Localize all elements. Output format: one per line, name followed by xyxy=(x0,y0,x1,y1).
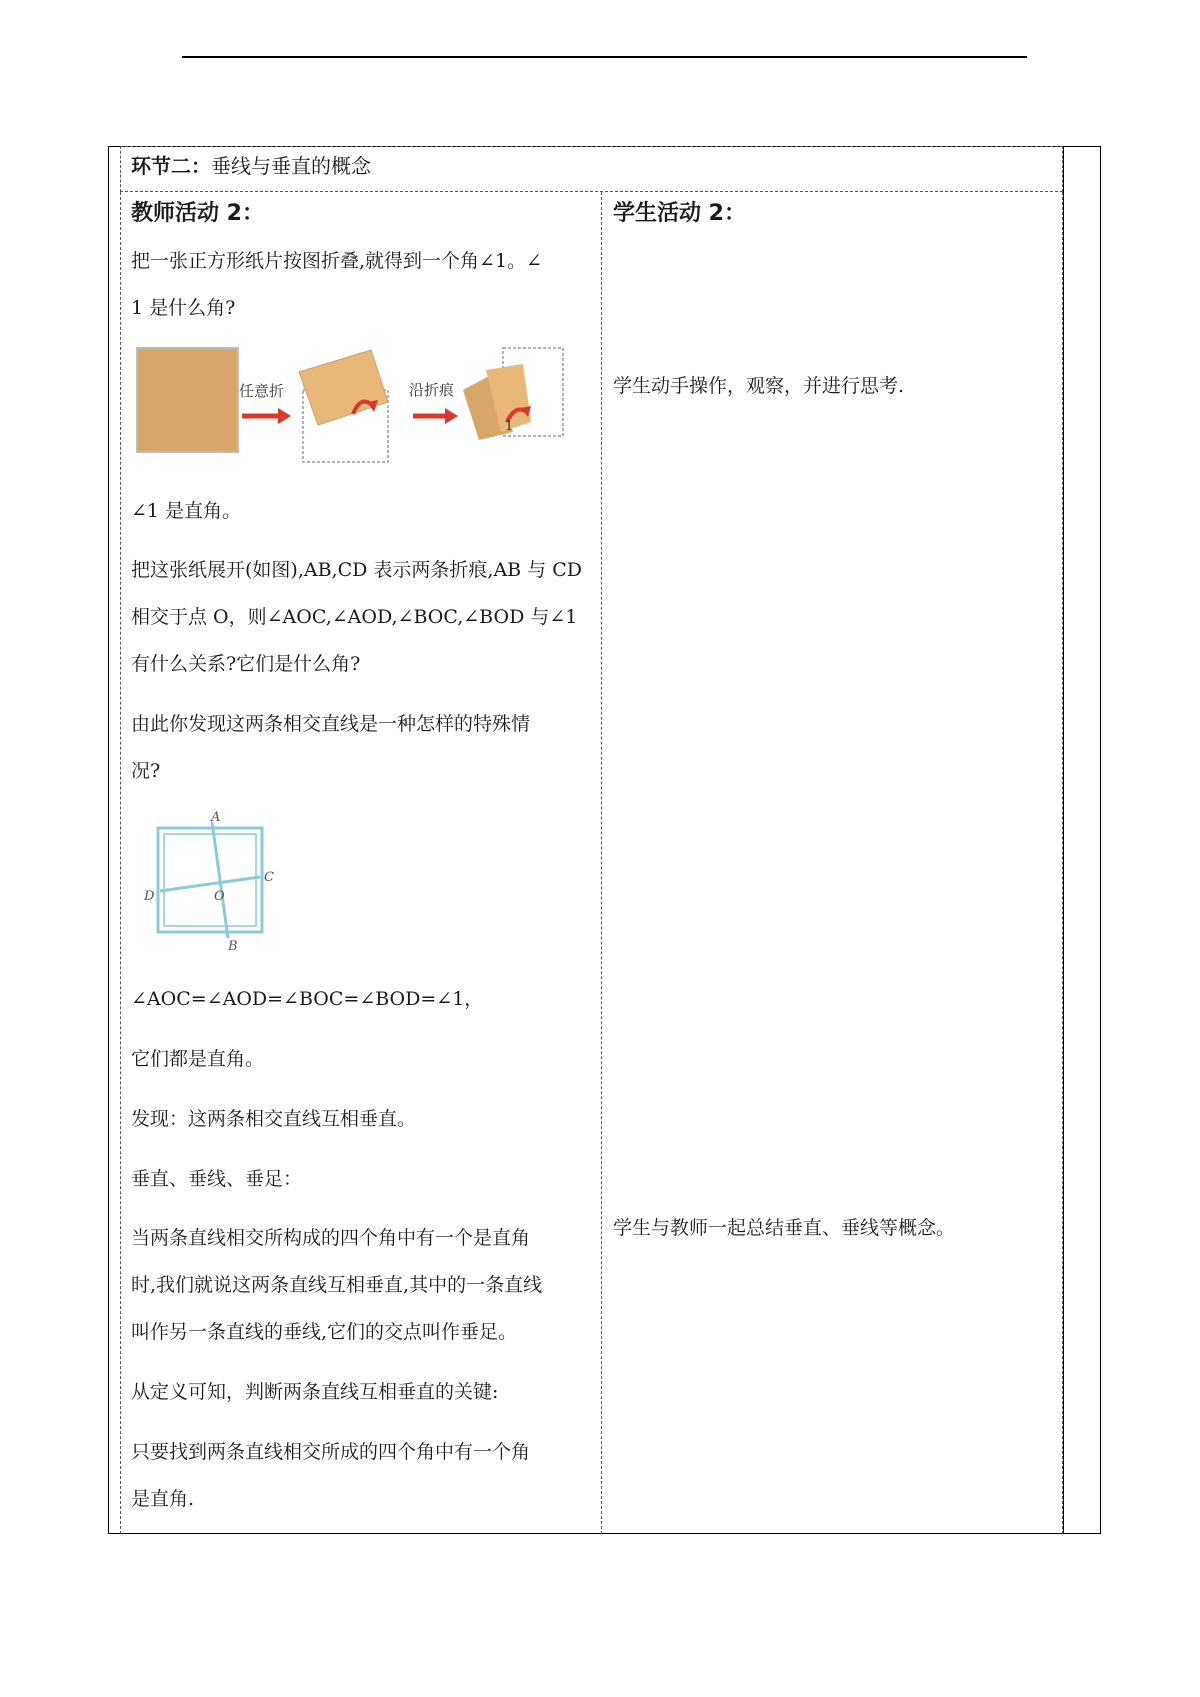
folded-paper xyxy=(299,350,388,425)
answer-2: 它们都是直角。 xyxy=(131,1048,265,1070)
answer-1: ∠1 是直角。 xyxy=(131,500,242,522)
student-activity-2: 学生与教师一起总结垂直、垂线等概念。 xyxy=(613,1217,956,1239)
question-2-line-3: 有什么关系?它们是什么角? xyxy=(131,653,361,675)
definition-line-3: 叫作另一条直线的垂线,它们的交点叫作垂足。 xyxy=(131,1321,518,1343)
point-b-label: B xyxy=(228,939,238,953)
teacher-heading: 教师活动 2： xyxy=(131,201,264,226)
question-3-line-1: 由此你发现这两条相交直线是一种怎样的特殊情 xyxy=(131,713,531,735)
point-c-label: C xyxy=(264,870,274,885)
definition-line-1: 当两条直线相交所构成的四个角中有一个是直角 xyxy=(131,1227,531,1249)
section-label: 环节二： xyxy=(131,154,211,178)
key-point-2-line-2: 是直角. xyxy=(131,1488,195,1510)
student-heading: 学生活动 2： xyxy=(613,201,746,226)
key-point: 从定义可知，判断两条直线互相垂直的关键: xyxy=(131,1381,499,1403)
section-name: 垂线与垂直的概念 xyxy=(211,154,371,178)
discovery: 发现：这两条相交直线互相垂直。 xyxy=(131,1108,417,1130)
terms-heading: 垂直、垂线、垂足： xyxy=(131,1168,303,1190)
student-activity-1: 学生动手操作，观察，并进行思考. xyxy=(613,375,905,397)
question-1-line-1: 把一张正方形纸片按图折叠,就得到一个角∠1。∠ xyxy=(131,250,542,272)
fold-label-any: 任意折 xyxy=(239,382,285,400)
angle-1-label: 1 xyxy=(505,419,514,434)
section-title xyxy=(131,150,371,179)
arrow-1-head xyxy=(278,408,291,424)
square-paper xyxy=(137,348,238,452)
header-rule xyxy=(182,56,1027,58)
definition-line-2: 时,我们就说这两条直线互相垂直,其中的一条直线 xyxy=(131,1274,543,1296)
crease-cd xyxy=(160,877,260,891)
equation: ∠AOC=∠AOD=∠BOC=∠BOD=∠1， xyxy=(131,988,484,1010)
question-2-line-1: 把这张纸展开(如图),AB,CD 表示两条折痕,AB 与 CD xyxy=(131,559,582,581)
key-point-2-line-1: 只要找到两条直线相交所成的四个角中有一个角 xyxy=(131,1441,531,1463)
crease-diagram xyxy=(140,808,290,953)
folding-illustration xyxy=(131,340,581,470)
question-3-line-2: 况? xyxy=(131,760,161,782)
table-inner-border xyxy=(1063,146,1064,1534)
point-a-label: A xyxy=(211,810,221,825)
point-o-label: O xyxy=(214,889,225,904)
question-2-line-2: 相交于点 O，则∠AOC,∠AOD,∠BOC,∠BOD 与∠1 xyxy=(131,606,578,628)
arrow-2-head xyxy=(445,408,458,424)
point-d-label: D xyxy=(144,889,155,904)
crease-ab xyxy=(212,822,228,938)
fold-label-crease: 沿折痕 xyxy=(409,381,455,399)
question-1-line-2: 1 是什么角? xyxy=(131,297,236,319)
